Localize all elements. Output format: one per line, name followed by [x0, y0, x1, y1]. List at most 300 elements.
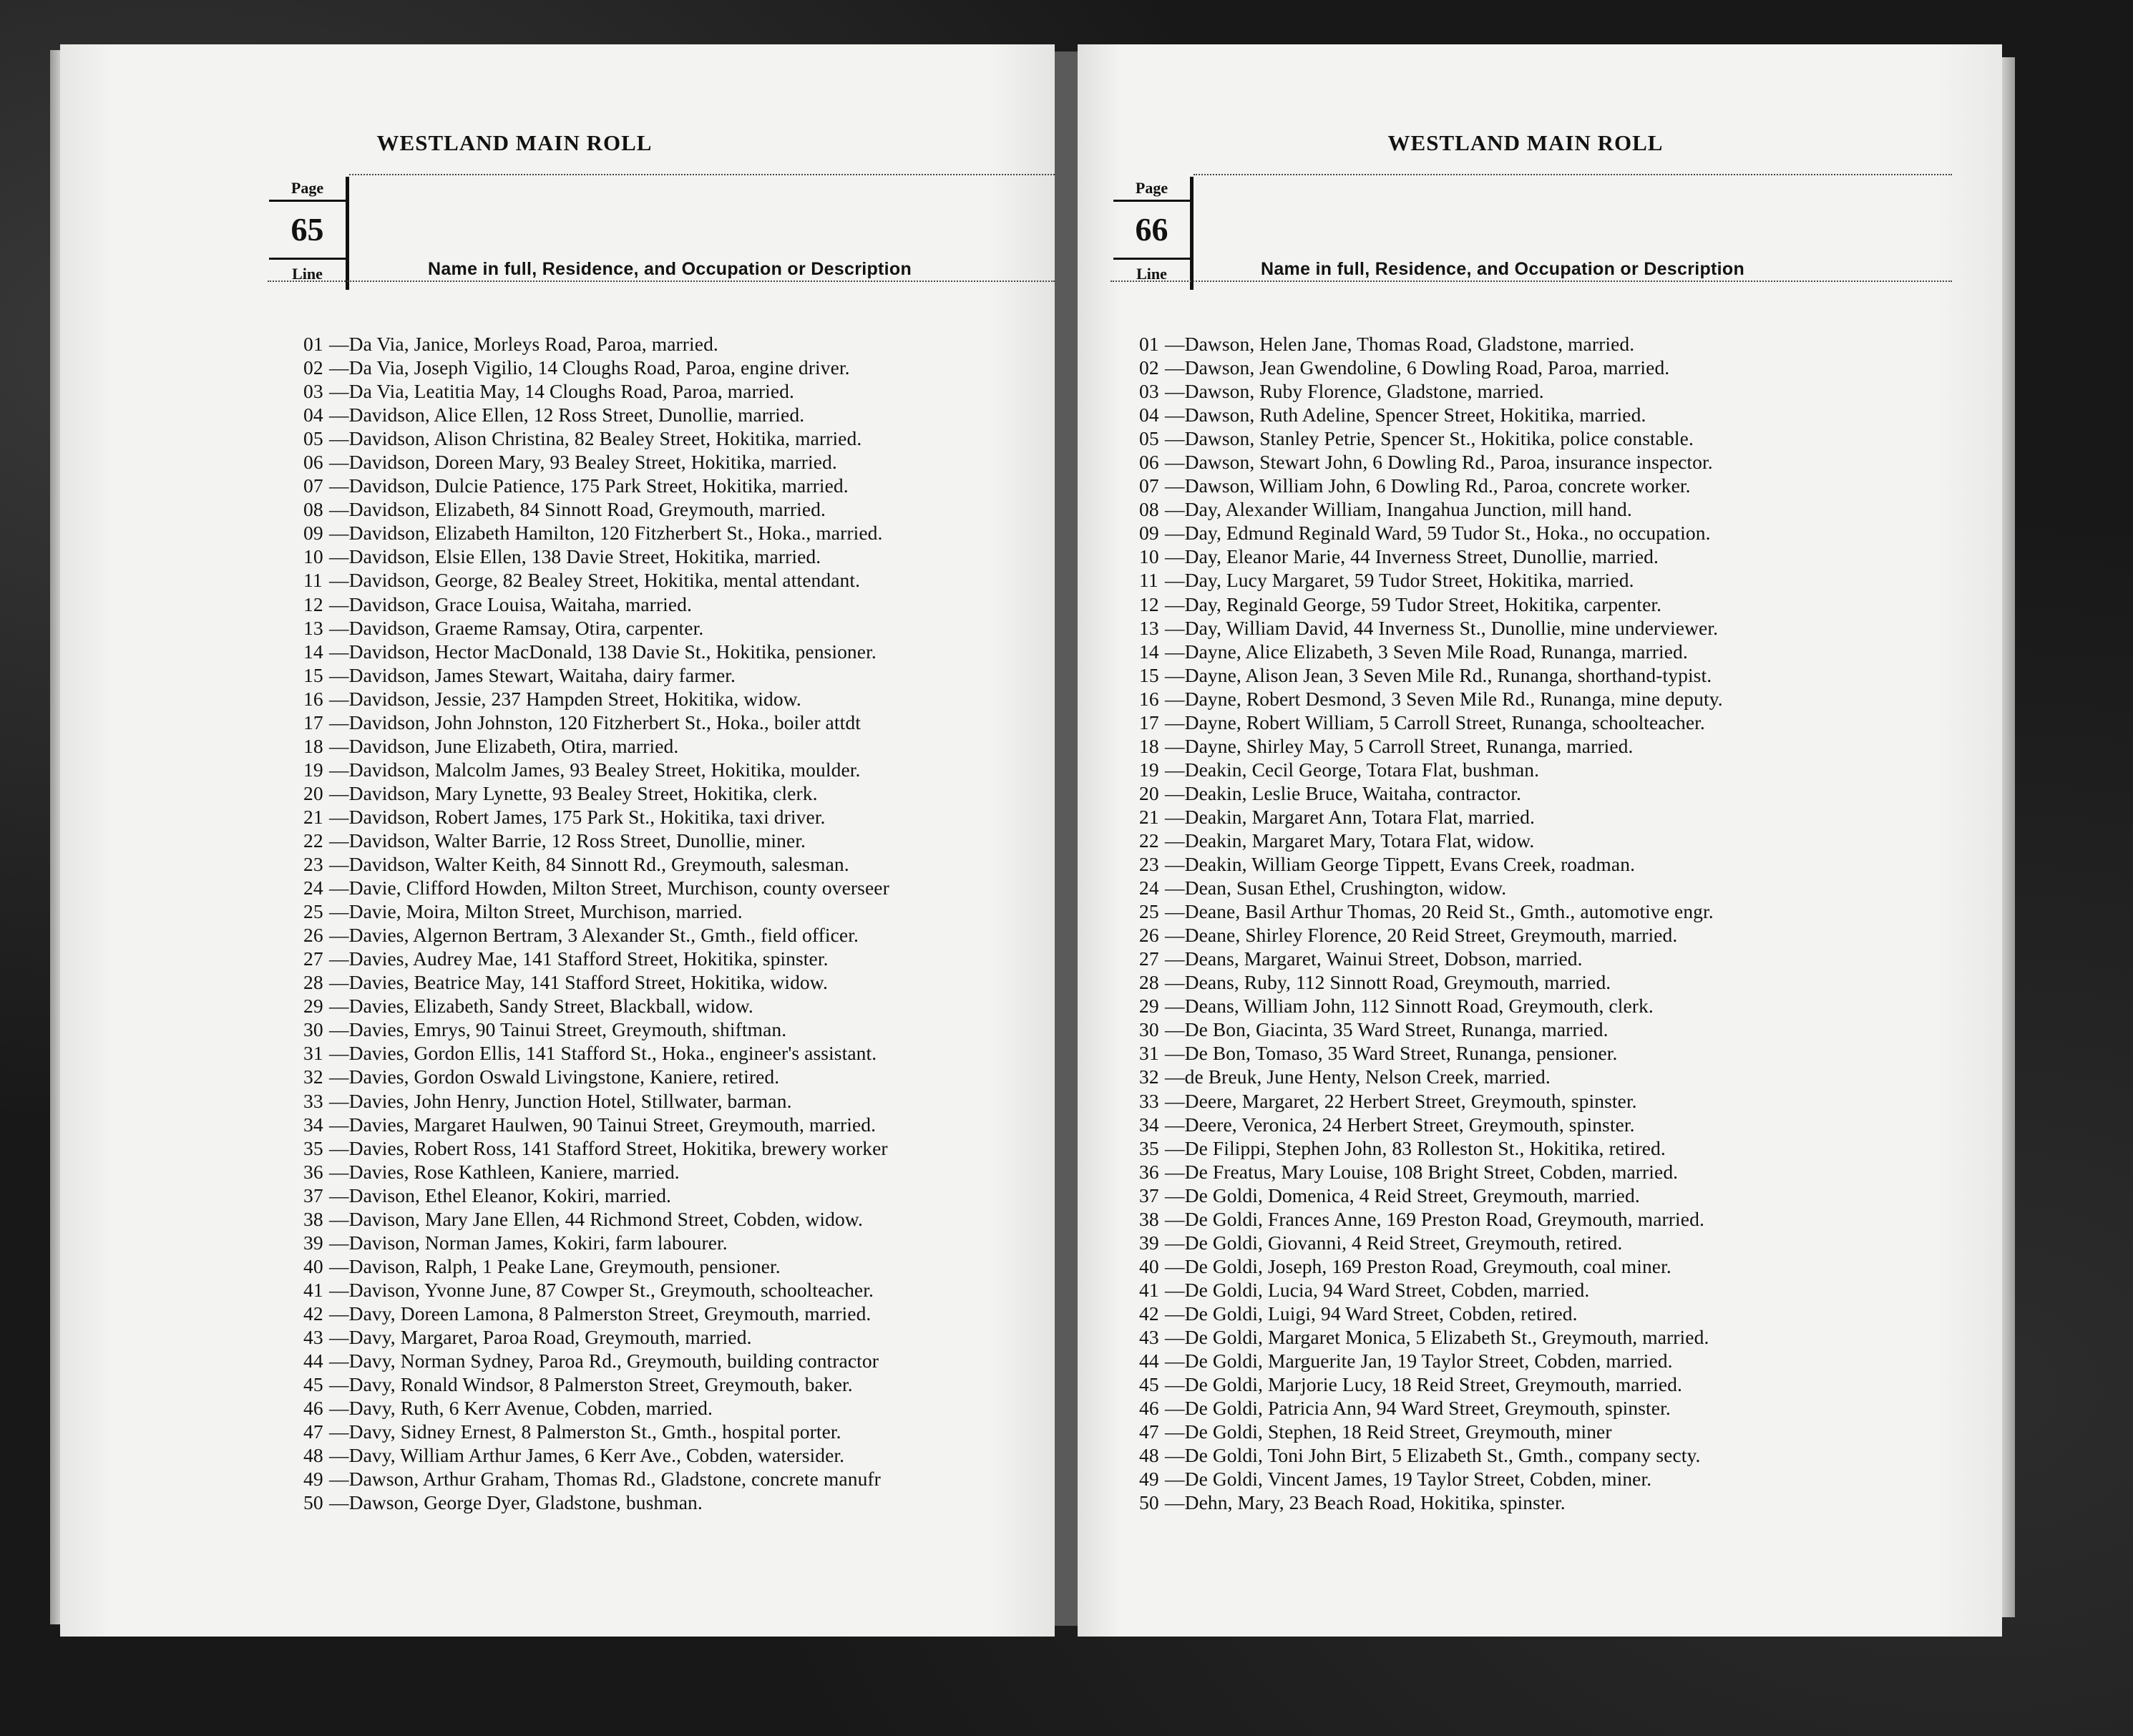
entry-text: Davy, Doreen Lamona, 8 Palmerston Street, Greymouth, married.	[348, 1302, 872, 1325]
line-number: 34	[303, 1113, 323, 1136]
entry-text: Davy, William Arthur James, 6 Kerr Ave., Cobden, watersider.	[348, 1444, 845, 1467]
entry-text: Davy, Ruth, 6 Kerr Avenue, Cobden, married.	[348, 1397, 713, 1420]
entry-text: Davies, Algernon Bertram, 3 Alexander St., Gmth., field officer.	[348, 924, 859, 947]
line-number: 15	[303, 663, 323, 686]
entry-text: Dean, Susan Ethel, Crushington, widow.	[1184, 877, 1507, 899]
line-dash: —	[1165, 404, 1185, 426]
line-number: 34	[1139, 1113, 1159, 1136]
roll-entry	[1139, 1396, 1991, 1420]
line-dash: —	[329, 1042, 349, 1065]
right-page-stack-edge	[2002, 57, 2015, 1617]
line-number: 25	[1139, 900, 1159, 923]
line-number: 21	[303, 805, 323, 828]
line-dash: —	[1165, 356, 1185, 379]
entry-text: Deakin, William George Tippett, Evans Creek, roadman.	[1184, 853, 1636, 876]
line-dash: —	[1165, 947, 1185, 970]
entry-text: Deakin, Margaret Mary, Totara Flat, widow.	[1184, 829, 1535, 852]
line-dash: —	[1165, 1089, 1185, 1112]
line-number: 43	[1139, 1325, 1159, 1348]
line-dash: —	[329, 687, 349, 710]
line-number: 18	[303, 734, 323, 757]
roll-entry	[1139, 1349, 1991, 1372]
line-number: 30	[1139, 1018, 1159, 1041]
line-dash: —	[1165, 1207, 1185, 1230]
roll-entry	[303, 1349, 1076, 1372]
roll-entry	[1139, 1041, 1991, 1065]
roll-entry	[303, 1160, 1076, 1184]
line-dash: —	[329, 1184, 349, 1206]
line-number: 05	[1139, 427, 1159, 450]
entry-text: Davidson, Grace Louisa, Waitaha, married.	[348, 593, 693, 615]
entry-text: Deakin, Cecil George, Totara Flat, bushman.	[1184, 758, 1540, 781]
line-dash: —	[329, 1468, 349, 1491]
line-number: 43	[303, 1325, 323, 1348]
entry-text: Davidson, Elizabeth, 84 Sinnott Road, Greymouth, married.	[348, 498, 826, 521]
roll-entry	[1139, 805, 1991, 829]
line-dash: —	[1165, 663, 1185, 686]
line-dash: —	[329, 900, 349, 923]
line-dash: —	[1165, 1397, 1185, 1420]
line-dash: —	[329, 1397, 349, 1420]
line-number: 20	[1139, 781, 1159, 804]
line-number: 48	[1139, 1444, 1159, 1467]
entry-text: De Goldi, Toni John Birt, 5 Elizabeth St., Gmth., company secty.	[1184, 1444, 1701, 1467]
right-page	[1078, 44, 2002, 1637]
line-dash: —	[329, 545, 349, 568]
entry-text: Davison, Ethel Eleanor, Kokiri, married.	[348, 1184, 672, 1206]
line-dash: —	[329, 1136, 349, 1159]
line-dash: —	[329, 1420, 349, 1443]
roll-entry	[1139, 616, 1991, 640]
entry-text: Deere, Margaret, 22 Herbert Street, Greymouth, spinster.	[1184, 1089, 1637, 1112]
line-number: 33	[1139, 1089, 1159, 1112]
line-number: 22	[1139, 829, 1159, 852]
roll-entry	[1139, 1018, 1991, 1041]
entry-text: De Goldi, Luigi, 94 Ward Street, Cobden, retired.	[1184, 1302, 1578, 1325]
roll-entry	[303, 1231, 1076, 1254]
roll-entry	[303, 852, 1076, 876]
entry-text: Dayne, Shirley May, 5 Carroll Street, Runanga, married.	[1184, 734, 1634, 757]
line-number: 29	[303, 995, 323, 1018]
line-number: 45	[303, 1373, 323, 1396]
roll-entry	[303, 947, 1076, 970]
roll-entry	[1139, 758, 1991, 781]
entry-text: Davies, Gordon Ellis, 141 Stafford St., Hoka., engineer's assistant.	[348, 1042, 877, 1065]
roll-entry	[1139, 781, 1991, 805]
line-dash: —	[1165, 711, 1185, 733]
line-dash: —	[1165, 1302, 1185, 1325]
entry-text: De Goldi, Lucia, 94 Ward Street, Cobden, married.	[1184, 1278, 1590, 1301]
roll-entry	[1139, 593, 1991, 616]
entry-text: De Goldi, Vincent James, 19 Taylor Street, Cobden, miner.	[1184, 1468, 1652, 1491]
roll-entry	[303, 403, 1076, 426]
roll-entry	[303, 426, 1076, 450]
entry-text: Davison, Mary Jane Ellen, 44 Richmond Street, Cobden, widow.	[348, 1207, 863, 1230]
entry-text: Davidson, Robert James, 175 Park St., Hokitika, taxi driver.	[348, 805, 826, 828]
line-dash: —	[329, 1491, 349, 1514]
roll-entry	[303, 663, 1076, 687]
roll-entry	[303, 1136, 1076, 1160]
line-number: 36	[1139, 1160, 1159, 1183]
roll-entry	[303, 640, 1076, 663]
roll-entry	[1139, 1325, 1991, 1349]
line-dash: —	[1165, 1420, 1185, 1443]
line-number: 41	[303, 1278, 323, 1301]
line-number: 26	[1139, 924, 1159, 947]
entry-text: Dawson, Jean Gwendoline, 6 Dowling Road, Paroa, married.	[1184, 356, 1670, 379]
entry-text: Davies, Gordon Oswald Livingstone, Kaniere, retired.	[348, 1066, 780, 1088]
entry-text: Deane, Basil Arthur Thomas, 20 Reid St., Gmth., automotive engr.	[1184, 900, 1714, 923]
line-number: 31	[1139, 1042, 1159, 1065]
line-dash: —	[1165, 1184, 1185, 1206]
roll-entry	[1139, 426, 1991, 450]
line-dash: —	[1165, 522, 1185, 545]
entry-text: De Filippi, Stephen John, 83 Rolleston St., Hokitika, retired.	[1184, 1136, 1666, 1159]
page-line-box	[1113, 177, 1194, 290]
roll-entry	[1139, 1467, 1991, 1491]
line-dash: —	[1165, 427, 1185, 450]
entry-text: Dawson, George Dyer, Gladstone, bushman.	[348, 1491, 703, 1514]
entry-text: Davidson, Elsie Ellen, 138 Davie Street, Hokitika, married.	[348, 545, 821, 568]
line-number: 09	[1139, 522, 1159, 545]
roll-entry	[303, 1254, 1076, 1278]
roll-entry	[1139, 899, 1991, 923]
line-dash: —	[329, 616, 349, 639]
entry-text: Dawson, Arthur Graham, Thomas Rd., Gladstone, concrete manufr	[348, 1468, 881, 1491]
roll-entry	[303, 687, 1076, 711]
entry-text: Davidson, George, 82 Bealey Street, Hokitika, mental attendant.	[348, 569, 861, 592]
roll-entry	[1139, 640, 1991, 663]
line-number: 42	[303, 1302, 323, 1325]
entry-text: de Breuk, June Henty, Nelson Creek, married.	[1184, 1066, 1551, 1088]
entry-text: Da Via, Leatitia May, 14 Cloughs Road, Paroa, married.	[348, 380, 794, 403]
roll-entry	[1139, 970, 1991, 994]
line-number: 21	[1139, 805, 1159, 828]
line-number: 03	[303, 380, 323, 403]
line-dash: —	[1165, 1325, 1185, 1348]
entry-text: Davidson, John Johnston, 120 Fitzherbert St., Hoka., boiler attdt	[348, 711, 861, 733]
line-number: 19	[303, 758, 323, 781]
line-dash: —	[1165, 1066, 1185, 1088]
line-number: 24	[1139, 877, 1159, 899]
roll-entry	[1139, 568, 1991, 592]
line-dash: —	[1165, 474, 1185, 497]
roll-entry	[303, 1443, 1076, 1467]
roll-entry	[303, 379, 1076, 403]
line-number: 33	[303, 1089, 323, 1112]
entry-text: Davies, Robert Ross, 141 Stafford Street, Hokitika, brewery worker	[348, 1136, 888, 1159]
roll-entry	[1139, 1136, 1991, 1160]
line-number: 48	[303, 1444, 323, 1467]
entry-text: Dawson, Stewart John, 6 Dowling Rd., Paroa, insurance inspector.	[1184, 451, 1713, 474]
roll-entry	[303, 1396, 1076, 1420]
line-number: 11	[1139, 569, 1158, 592]
entry-text: Davidson, Alison Christina, 82 Bealey Street, Hokitika, married.	[348, 427, 862, 450]
line-number: 28	[1139, 971, 1159, 994]
line-dash: —	[329, 451, 349, 474]
line-dash: —	[329, 1089, 349, 1112]
roll-entry	[1139, 1443, 1991, 1467]
roll-entry	[1139, 521, 1991, 545]
line-dash: —	[329, 427, 349, 450]
roll-entry	[303, 1113, 1076, 1136]
roll-entry	[303, 332, 1076, 356]
line-dash: —	[1165, 971, 1185, 994]
line-number: 08	[1139, 498, 1159, 521]
roll-entry	[1139, 734, 1991, 758]
entry-text: Dayne, Alison Jean, 3 Seven Mile Rd., Runanga, shorthand-typist.	[1184, 663, 1712, 686]
line-dash: —	[329, 1278, 349, 1301]
roll-entry	[303, 781, 1076, 805]
entry-text: Deans, Ruby, 112 Sinnott Road, Greymouth, married.	[1184, 971, 1611, 994]
line-dash: —	[329, 1018, 349, 1041]
line-number: 40	[303, 1254, 323, 1277]
entry-text: Da Via, Joseph Vigilio, 14 Cloughs Road, Paroa, engine driver.	[348, 356, 850, 379]
line-number: 40	[1139, 1254, 1159, 1277]
line-dash: —	[329, 853, 349, 876]
line-dash: —	[1165, 1113, 1185, 1136]
line-number: 27	[303, 947, 323, 970]
line-dash: —	[329, 474, 349, 497]
line-number: 07	[303, 474, 323, 497]
entry-text: De Goldi, Frances Anne, 169 Preston Road, Greymouth, married.	[1184, 1207, 1704, 1230]
line-number: 25	[303, 900, 323, 923]
roll-entry	[1139, 1089, 1991, 1113]
entry-text: Davidson, Walter Barrie, 12 Ross Street, Dunollie, miner.	[348, 829, 806, 852]
entry-text: Davison, Ralph, 1 Peake Lane, Greymouth, pensioner.	[348, 1254, 781, 1277]
line-number: 35	[1139, 1136, 1159, 1159]
line-dash: —	[329, 947, 349, 970]
roll-entry	[303, 497, 1076, 521]
entry-text: Day, Lucy Margaret, 59 Tudor Street, Hokitika, married.	[1184, 569, 1634, 592]
line-number: 44	[1139, 1350, 1159, 1372]
roll-entry	[1139, 947, 1991, 970]
line-dash: —	[329, 593, 349, 615]
roll-entry	[1139, 1254, 1991, 1278]
entry-text: Dawson, William John, 6 Dowling Rd., Paroa, concrete worker.	[1184, 474, 1691, 497]
roll-entry	[303, 805, 1076, 829]
column-heading: Name in full, Residence, and Occupation or Description	[1261, 259, 1745, 279]
line-dash: —	[329, 877, 349, 899]
line-number: 27	[1139, 947, 1159, 970]
line-dash: —	[1165, 333, 1185, 355]
line-number: 37	[1139, 1184, 1159, 1206]
entry-text: Davy, Margaret, Paroa Road, Greymouth, married.	[348, 1325, 752, 1348]
line-dash: —	[1165, 1278, 1185, 1301]
line-number: 45	[1139, 1373, 1159, 1396]
line-number: 32	[1139, 1066, 1159, 1088]
line-dash: —	[1165, 687, 1185, 710]
entry-text: Dawson, Ruby Florence, Gladstone, married.	[1184, 380, 1544, 403]
line-dash: —	[329, 1254, 349, 1277]
roll-entry	[1139, 1302, 1991, 1325]
line-number: 07	[1139, 474, 1159, 497]
line-dash: —	[329, 711, 349, 733]
line-number: 13	[303, 616, 323, 639]
line-number: 12	[1139, 593, 1159, 615]
roll-entry	[1139, 1372, 1991, 1396]
line-number: 28	[303, 971, 323, 994]
line-dash: —	[1165, 545, 1185, 568]
running-title: WESTLAND MAIN ROLL	[376, 130, 653, 155]
line-number: 18	[1139, 734, 1159, 757]
roll-entry	[303, 1372, 1076, 1396]
entry-text: Davidson, Dulcie Patience, 175 Park Street, Hokitika, married.	[348, 474, 849, 497]
roll-entry	[1139, 876, 1991, 899]
entry-text: Da Via, Janice, Morleys Road, Paroa, married.	[348, 333, 718, 355]
line-number: 12	[303, 593, 323, 615]
line-number: 06	[1139, 451, 1159, 474]
roll-entry	[303, 734, 1076, 758]
line-number: 47	[1139, 1420, 1159, 1443]
line-number: 38	[303, 1207, 323, 1230]
line-number: 49	[1139, 1468, 1159, 1491]
line-dash: —	[329, 1160, 349, 1183]
line-dash: —	[329, 1350, 349, 1372]
line-dash: —	[1165, 1042, 1185, 1065]
line-number: 39	[1139, 1231, 1159, 1254]
roll-entry	[303, 450, 1076, 474]
entry-text: Davidson, Elizabeth Hamilton, 120 Fitzherbert St., Hoka., married.	[348, 522, 883, 545]
line-number: 23	[303, 853, 323, 876]
roll-entry	[1139, 1160, 1991, 1184]
line-number: 44	[303, 1350, 323, 1372]
roll-entry	[1139, 497, 1991, 521]
line-dash: —	[329, 971, 349, 994]
roll-entry	[303, 474, 1076, 497]
page-label: Page	[269, 177, 346, 202]
line-dash: —	[1165, 640, 1185, 663]
page-label: Page	[1113, 177, 1190, 202]
entry-text: Davidson, June Elizabeth, Otira, married.	[348, 734, 679, 757]
entry-text: Davidson, Jessie, 237 Hampden Street, Hokitika, widow.	[348, 687, 801, 710]
roll-entry	[303, 568, 1076, 592]
roll-entry	[1139, 663, 1991, 687]
line-dash: —	[1165, 805, 1185, 828]
line-dash: —	[1165, 734, 1185, 757]
line-number: 46	[1139, 1397, 1159, 1420]
page-line-box	[269, 177, 349, 290]
line-dash: —	[329, 734, 349, 757]
line-number: 46	[303, 1397, 323, 1420]
roll-entry	[303, 1325, 1076, 1349]
roll-entry	[303, 356, 1076, 379]
entry-text: Davies, Margaret Haulwen, 90 Tainui Street, Greymouth, married.	[348, 1113, 877, 1136]
entry-text: Davy, Sidney Ernest, 8 Palmerston St., Gmth., hospital porter.	[348, 1420, 841, 1443]
line-dash: —	[329, 829, 349, 852]
line-number: 41	[1139, 1278, 1159, 1301]
entry-text: Day, Reginald George, 59 Tudor Street, Hokitika, carpenter.	[1184, 593, 1662, 615]
entry-text: Deere, Veronica, 24 Herbert Street, Greymouth, spinster.	[1184, 1113, 1635, 1136]
entry-text: Davidson, Hector MacDonald, 138 Davie St., Hokitika, pensioner.	[348, 640, 877, 663]
entry-text: Davison, Yvonne June, 87 Cowper St., Greymouth, schoolteacher.	[348, 1278, 874, 1301]
roll-entry	[303, 1041, 1076, 1065]
line-label: Line	[1136, 265, 1167, 283]
line-number: 10	[303, 545, 323, 568]
entry-text: De Freatus, Mary Louise, 108 Bright Street, Cobden, married.	[1184, 1160, 1679, 1183]
entry-text: De Goldi, Margaret Monica, 5 Elizabeth St., Greymouth, married.	[1184, 1325, 1709, 1348]
header-rule-bottom	[268, 281, 1055, 282]
line-number: 23	[1139, 853, 1159, 876]
roll-entry	[1139, 545, 1991, 568]
line-dash: —	[329, 1231, 349, 1254]
roll-entry	[303, 711, 1076, 734]
line-dash: —	[329, 1302, 349, 1325]
entry-text: Deakin, Margaret Ann, Totara Flat, married.	[1184, 805, 1535, 828]
line-number: 31	[303, 1042, 323, 1065]
roll-entry	[303, 994, 1076, 1018]
line-dash: —	[1165, 758, 1185, 781]
roll-entry	[1139, 852, 1991, 876]
line-dash: —	[329, 522, 349, 545]
line-number: 06	[303, 451, 323, 474]
line-number: 50	[1139, 1491, 1159, 1514]
line-dash: —	[1165, 593, 1185, 615]
line-dash: —	[1165, 1373, 1185, 1396]
line-dash: —	[329, 924, 349, 947]
roll-entry	[303, 970, 1076, 994]
entry-text: Davies, Rose Kathleen, Kaniere, married.	[348, 1160, 680, 1183]
entry-text: Davie, Clifford Howden, Milton Street, Murchison, county overseer	[348, 877, 889, 899]
line-dash: —	[1165, 829, 1185, 852]
line-dash: —	[1165, 616, 1185, 639]
header-rule-bottom	[1111, 281, 1952, 282]
line-number: 14	[1139, 640, 1159, 663]
roll-entry	[1139, 403, 1991, 426]
line-number: 11	[303, 569, 323, 592]
entry-text: Davies, Emrys, 90 Tainui Street, Greymouth, shiftman.	[348, 1018, 787, 1041]
entry-text: Davy, Ronald Windsor, 8 Palmerston Street, Greymouth, baker.	[348, 1373, 853, 1396]
line-dash: —	[329, 498, 349, 521]
entry-text: Davies, John Henry, Junction Hotel, Stillwater, barman.	[348, 1089, 792, 1112]
entry-text: Davidson, Mary Lynette, 93 Bealey Street, Hokitika, clerk.	[348, 781, 818, 804]
entry-text: De Goldi, Patricia Ann, 94 Ward Street, Greymouth, spinster.	[1184, 1397, 1671, 1420]
entry-text: De Goldi, Stephen, 18 Reid Street, Greymouth, miner	[1184, 1420, 1612, 1443]
line-dash: —	[1165, 1468, 1185, 1491]
line-dash: —	[1165, 900, 1185, 923]
entry-text: Day, Eleanor Marie, 44 Inverness Street, Dunollie, married.	[1184, 545, 1659, 568]
roll-entry	[1139, 356, 1991, 379]
line-number: 16	[303, 687, 323, 710]
line-number: 29	[1139, 995, 1159, 1018]
line-number: 02	[303, 356, 323, 379]
page-number: 66	[1113, 202, 1190, 260]
entry-text: Dayne, Robert Desmond, 3 Seven Mile Rd., Runanga, mine deputy.	[1184, 687, 1723, 710]
roll-entries	[303, 332, 1076, 1514]
column-heading: Name in full, Residence, and Occupation or Description	[428, 259, 912, 279]
line-number: 49	[303, 1468, 323, 1491]
line-dash: —	[329, 1207, 349, 1230]
line-number: 17	[1139, 711, 1159, 733]
line-dash: —	[1165, 569, 1185, 592]
line-number: 24	[303, 877, 323, 899]
page-number: 65	[269, 202, 346, 260]
line-dash: —	[329, 380, 349, 403]
left-page	[60, 44, 1055, 1637]
entry-text: Dawson, Helen Jane, Thomas Road, Gladstone, married.	[1184, 333, 1635, 355]
line-dash: —	[1165, 877, 1185, 899]
roll-entry	[303, 616, 1076, 640]
entry-text: Davidson, Malcolm James, 93 Bealey Street, Hokitika, moulder.	[348, 758, 861, 781]
line-dash: —	[329, 805, 349, 828]
entry-text: Dawson, Stanley Petrie, Spencer St., Hokitika, police constable.	[1184, 427, 1694, 450]
roll-entry	[1139, 474, 1991, 497]
entry-text: Davies, Beatrice May, 141 Stafford Street, Hokitika, widow.	[348, 971, 828, 994]
roll-entry	[303, 1278, 1076, 1302]
line-dash: —	[329, 1066, 349, 1088]
line-number: 20	[303, 781, 323, 804]
line-number: 02	[1139, 356, 1159, 379]
